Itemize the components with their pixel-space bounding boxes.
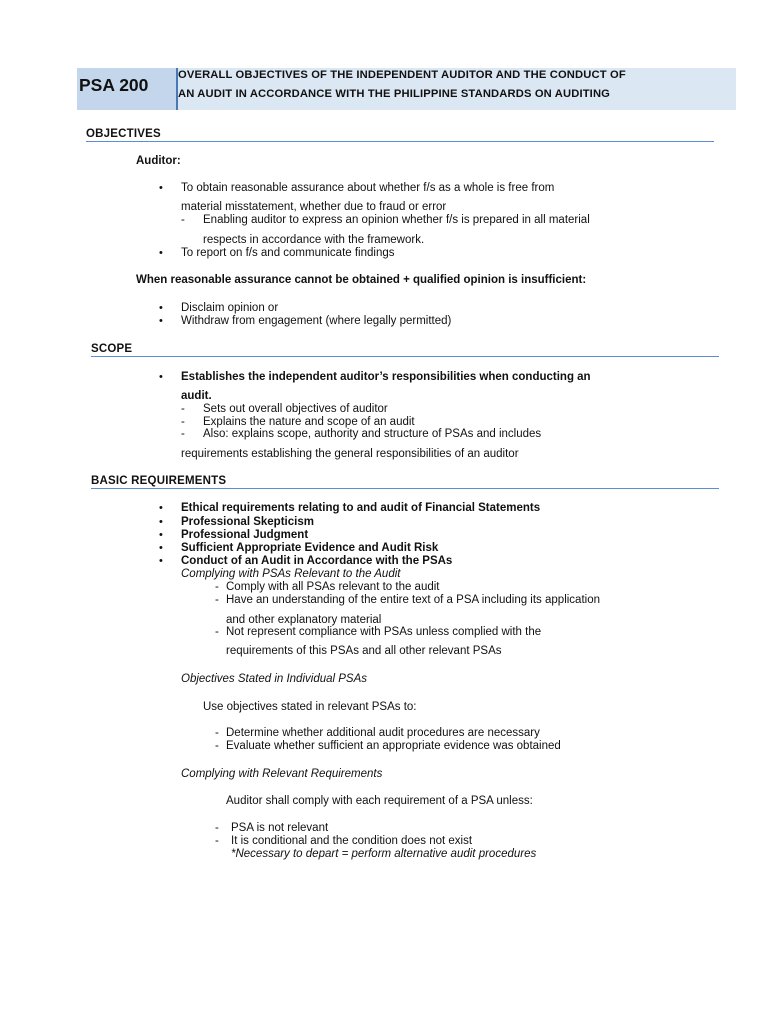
objectives-stated-subheading: Objectives Stated in Individual PSAs xyxy=(181,673,368,685)
objectives-stated-item: Evaluate whether sufficient an appropriate evidence was obtained xyxy=(226,740,561,752)
objectives-subheading: Auditor: xyxy=(136,155,181,167)
objective-bullet-1-line-1: To obtain reasonable assurance about whether f/s as a whole is free from xyxy=(181,182,555,194)
complying-psas-item-line-2: requirements of this PSAs and all other relevant PSAs xyxy=(226,645,502,657)
requirement-item: Conduct of an Audit in Accordance with the PSAs xyxy=(181,555,453,567)
dash-marker: - xyxy=(215,740,219,752)
bullet-marker: • xyxy=(159,529,163,541)
dash-marker: - xyxy=(215,594,219,606)
scope-bullet-line-2: audit. xyxy=(181,390,212,402)
standard-code-badge: PSA 200 xyxy=(77,68,178,110)
section-rule xyxy=(91,356,719,357)
bullet-marker: • xyxy=(159,516,163,528)
dash-marker: - xyxy=(215,835,219,847)
section-heading-objectives: OBJECTIVES xyxy=(86,128,161,140)
departure-note: *Necessary to depart = perform alternative audit procedures xyxy=(231,848,537,860)
dash-marker: - xyxy=(215,727,219,739)
header-title-line-2: AN AUDIT IN ACCORDANCE WITH THE PHILIPPINE STANDARDS ON AUDITING xyxy=(178,88,611,100)
objectives-stated-item: Determine whether additional audit procedures are necessary xyxy=(226,727,540,739)
bullet-marker: • xyxy=(159,371,163,383)
bullet-marker: • xyxy=(159,315,163,327)
exception-item: PSA is not relevant xyxy=(231,822,329,834)
section-rule xyxy=(86,141,714,142)
dash-marker: - xyxy=(215,581,219,593)
scope-bullet-line-1: Establishes the independent auditor’s responsibilities when conducting an xyxy=(181,371,591,383)
scope-sub-item: Explains the nature and scope of an audit xyxy=(203,416,415,428)
complying-psas-item: Comply with all PSAs relevant to the audit xyxy=(226,581,440,593)
dash-marker: - xyxy=(181,214,185,226)
dash-marker: - xyxy=(215,626,219,638)
header-title-line-1: OVERALL OBJECTIVES OF THE INDEPENDENT AUDITOR AND THE CONDUCT OF xyxy=(178,69,626,81)
bullet-marker: • xyxy=(159,247,163,259)
scope-sub-item: Sets out overall objectives of auditor xyxy=(203,403,388,415)
dash-marker: - xyxy=(215,822,219,834)
section-heading-scope: SCOPE xyxy=(91,343,133,355)
scope-sub-item: Also: explains scope, authority and structure of PSAs and includes xyxy=(203,428,542,440)
bullet-marker: • xyxy=(159,555,163,567)
complying-psas-item-line-2: and other explanatory material xyxy=(226,614,382,626)
complying-psas-item: Not represent compliance with PSAs unless complied with the xyxy=(226,626,542,638)
requirement-item: Sufficient Appropriate Evidence and Audit Risk xyxy=(181,542,439,554)
bullet-marker: • xyxy=(159,182,163,194)
scope-sub-3-line-2: requirements establishing the general responsibilities of an auditor xyxy=(181,448,519,460)
exception-item: It is conditional and the condition does not exist xyxy=(231,835,473,847)
complying-psas-subheading: Complying with PSAs Relevant to the Audit xyxy=(181,568,401,580)
bullet-marker: • xyxy=(159,502,163,514)
section-rule xyxy=(91,488,719,489)
objective-bullet-2: To report on f/s and communicate findings xyxy=(181,247,395,259)
dash-marker: - xyxy=(181,416,185,428)
objective-sub-1-line-1: Enabling auditor to express an opinion whether f/s is prepared in all material xyxy=(203,214,590,226)
option-item: Disclaim opinion or xyxy=(181,302,279,314)
bullet-marker: • xyxy=(159,302,163,314)
bullet-marker: • xyxy=(159,542,163,554)
complying-relevant-subheading: Complying with Relevant Requirements xyxy=(181,768,383,780)
section-heading-basic-requirements: BASIC REQUIREMENTS xyxy=(91,475,227,487)
requirement-item: Professional Judgment xyxy=(181,529,309,541)
shall-comply-text: Auditor shall comply with each requirement of a PSA unless: xyxy=(226,795,533,807)
requirement-item: Professional Skepticism xyxy=(181,516,314,528)
insufficient-assurance-condition: When reasonable assurance cannot be obtained + qualified opinion is insufficient: xyxy=(136,274,587,286)
dash-marker: - xyxy=(181,428,185,440)
complying-psas-item: Have an understanding of the entire text of a PSA including its application xyxy=(226,594,600,606)
dash-marker: - xyxy=(181,403,185,415)
use-objectives-text: Use objectives stated in relevant PSAs to: xyxy=(203,701,417,713)
requirement-item: Ethical requirements relating to and audit of Financial Statements xyxy=(181,502,541,514)
objective-sub-1-line-2: respects in accordance with the framework. xyxy=(203,234,425,246)
objective-bullet-1-line-2: material misstatement, whether due to fraud or error xyxy=(181,201,447,213)
option-item: Withdraw from engagement (where legally permitted) xyxy=(181,315,452,327)
